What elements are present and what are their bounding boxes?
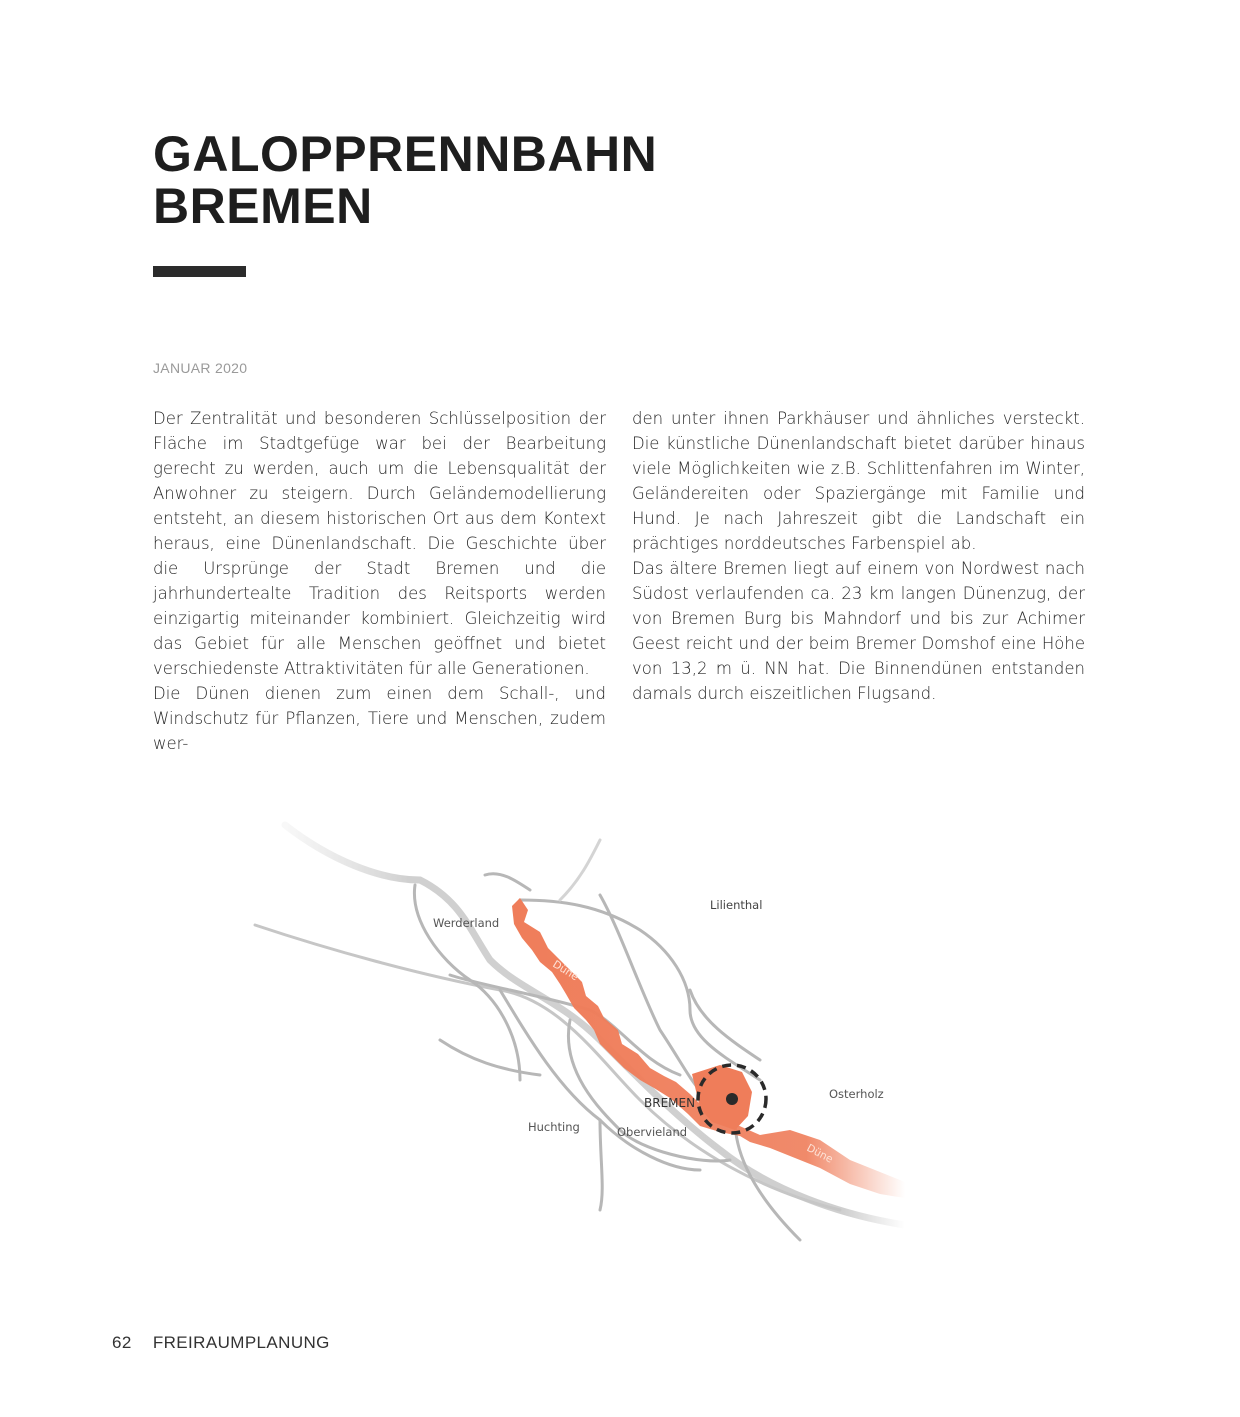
map-label-lilienthal: Lilienthal [710,898,763,912]
title-underline [153,266,246,277]
map-label-dune-1: Düne [550,958,581,984]
page-footer [112,1333,330,1353]
publication-date: JANUAR 2020 [153,360,248,376]
title-line-2: BREMEN [153,178,373,234]
paragraph: Der Zentralität und besonderen Schlüsselposition der Fläche im Stadtgefüge war bei der Bearbeitung gerecht zu werden, auch um die Lebensqualität der Anwohner zu steigern. Durch Geländemodellierung entsteht, an diesem historischen Ort aus dem Kontext heraus, eine Dünenlandschaft. Die Geschichte über die Ursprünge der Stadt Bremen und die jahrhundertealte Tradition des Reitsports werden einzigartig miteinander kombiniert. Gleichzeitig wird das Gebiet für alle Menschen geöffnet und bietet verschiedenste Attraktivitäten für alle Generationen. [153,409,606,678]
paragraph: den unter ihnen Parkhäuser und ähnliches versteckt. Die künstliche Dünenlandschaft bietet darüber hinaus viele Möglichkeiten wie z.B. Schlittenfahren im Winter, Geländereiten oder Spaziergänge mit Familie und Hund. Je nach Jahreszeit gibt die Landschaft ein prächtiges norddeutsches Farbenspiel ab. [632,409,1085,553]
map-label-huchting: Huchting [528,1120,580,1134]
map-label-obervieland: Obervieland [617,1125,688,1139]
river-weser [255,825,905,1225]
text-column-left [153,406,606,756]
page-title [153,128,657,232]
map-label-osterholz: Osterholz [829,1087,884,1101]
section-name: FREIRAUMPLANUNG [152,1333,330,1352]
title-line-1: GALOPPRENNBAHN [153,126,658,182]
paragraph: Die Dünen dienen zum einen dem Schall-, und Windschutz für Pflanzen, Tiere und Menschen, zudem wer- [153,684,606,753]
page-number: 62 [112,1333,132,1352]
site-map [250,810,920,1250]
map-label-bremen: BREMEN [644,1096,696,1110]
text-column-right [632,406,1085,706]
map-label-werderland: Werderland [433,916,500,930]
map-label-dune-2: Düne [804,1142,835,1166]
paragraph: Das ältere Bremen liegt auf einem von Nordwest nach Südost verlaufenden ca. 23 km langen Dünenzug, der von Bremen Burg bis Mahndorf und bis zur Achimer Geest reicht und der beim Bremer Domshof eine Höhe von 13,2 m ü. NN hat. Die Binnendünen entstanden damals durch eiszeitlichen Flugsand. [632,559,1085,703]
